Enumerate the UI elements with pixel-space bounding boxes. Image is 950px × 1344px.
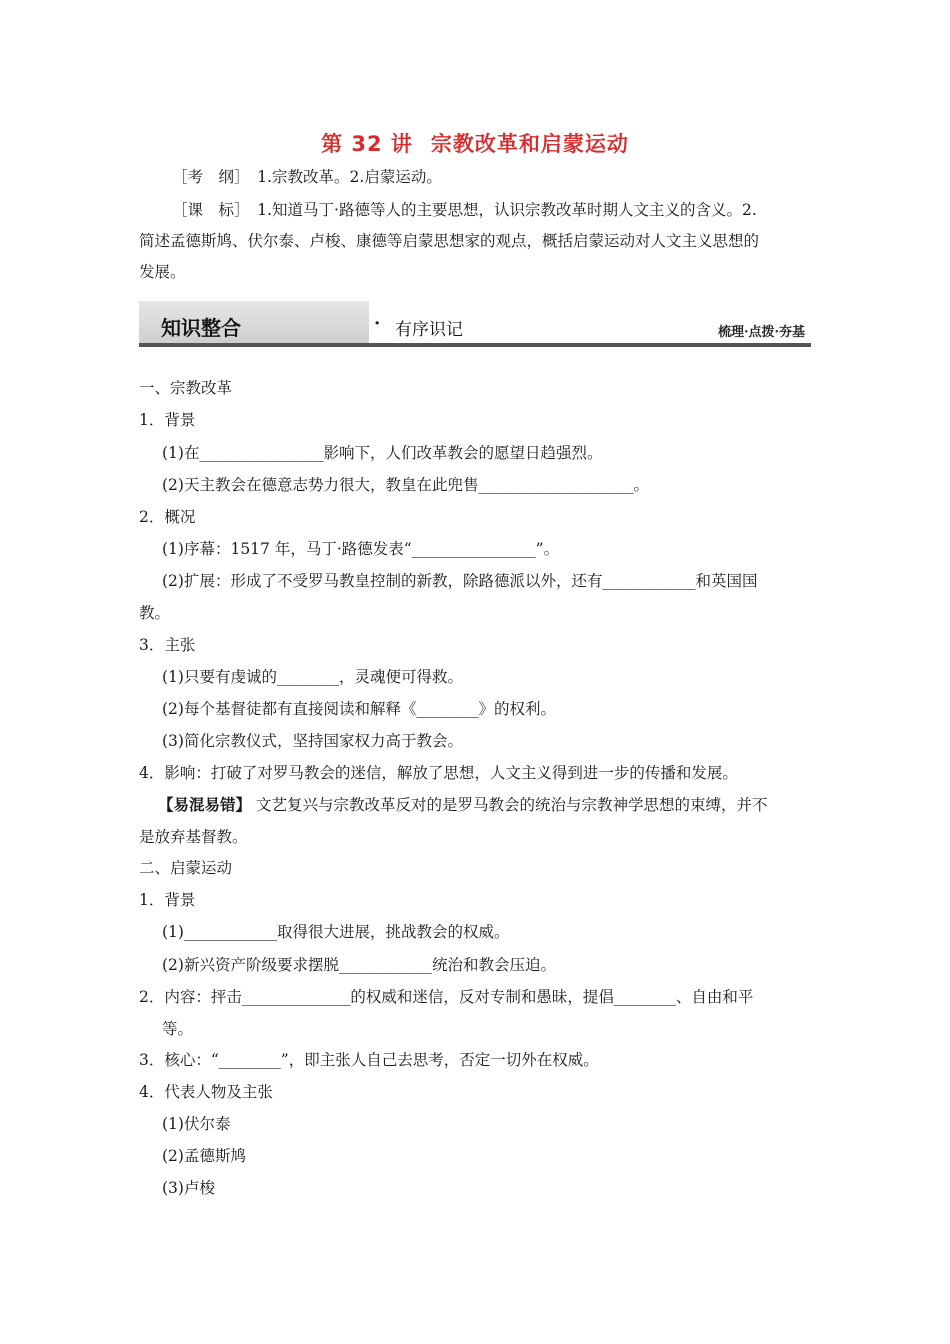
banner-sub-label: 有序识记 [395,320,463,340]
page-title [0,128,950,158]
s2-representative-3: (3)卢梭 [162,1179,215,1197]
banner-right-label: 梳理·点拨·夯基 [717,325,805,340]
s1-background-heading: 1．背景 [139,411,196,429]
s1-claims-item-2: (2)每个基督徒都有直接阅读和解释《________》的权利。 [162,700,556,718]
section-banner [139,301,811,347]
s1-impact: 4．影响：打破了对罗马教会的迷信，解放了思想，人文主义得到进一步的传播和发展。 [139,764,738,782]
section-1-heading: 一、宗教改革 [139,379,233,397]
s1-background-item-1: (1)在________________影响下，人们改革教会的愿望日趋强烈。 [162,444,603,462]
note-text-a: 文艺复兴与宗教改革反对的是罗马教会的统治与宗教神学思想的束缚，并不 [255,796,768,814]
s1-claims-item-1: (1)只要有虔诚的________，灵魂便可得救。 [162,668,463,686]
s1-note-line-2: 是放弃基督教。 [139,828,248,846]
s1-claims-heading: 3．主张 [139,636,196,654]
title-topic: 宗教改革和启蒙运动 [430,132,629,156]
note-label: 【易混易错】 [158,795,252,814]
section-2-heading: 二、启蒙运动 [139,859,233,877]
s1-overview-item-2b: 教。 [139,604,171,622]
s1-claims-item-3: (3)简化宗教仪式，坚持国家权力高于教会。 [162,732,463,750]
s2-background-item-1: (1)____________取得很大进展，挑战教会的权威。 [162,923,510,941]
title-lecture-number: 第 32 讲 [321,132,413,156]
s2-background-heading: 1．背景 [139,891,196,909]
s2-representatives-heading: 4．代表人物及主张 [139,1083,273,1101]
curriculum-standard-line-2: 简述孟德斯鸠、伏尔泰、卢梭、康德等启蒙思想家的观点，概括启蒙运动对人文主义思想的 [139,232,760,250]
s2-background-item-2: (2)新兴资产阶级要求摆脱____________统治和教会压迫。 [162,956,556,974]
banner-dot: · [374,313,381,334]
s2-representative-2: (2)孟德斯鸠 [162,1147,246,1165]
s2-content-line-a: 2．内容：抨击______________的权威和迷信，反对专制和愚昧，提倡________、自由和平 [139,988,754,1006]
curriculum-standard-line-3: 发展。 [139,263,186,281]
s2-core: 3．核心：“________”，即主张人自己去思考，否定一切外在权威。 [139,1051,599,1069]
s1-overview-item-1: (1)序幕：1517 年，马丁·路德发表“________________”。 [162,540,560,558]
banner-underline [139,343,811,347]
exam-outline: ［考 纲］ 1.宗教改革。2.启蒙运动。 [172,168,442,186]
banner-main-label: 知识整合 [161,316,241,340]
s1-overview-heading: 2．概况 [139,508,196,526]
s2-content-line-b: 等。 [162,1020,194,1038]
s1-note-line-1 [158,795,767,815]
s1-background-item-2: (2)天主教会在德意志势力很大，教皇在此兜售____________________。 [162,476,649,494]
curriculum-standard-line-1: ［课 标］ 1.知道马丁·路德等人的主要思想，认识宗教改革时期人文主义的含义。2. [172,201,757,219]
s1-overview-item-2a: (2)扩展：形成了不受罗马教皇控制的新教，除路德派以外，还有____________和英国国 [162,572,758,590]
s2-representative-1: (1)伏尔泰 [162,1115,231,1133]
